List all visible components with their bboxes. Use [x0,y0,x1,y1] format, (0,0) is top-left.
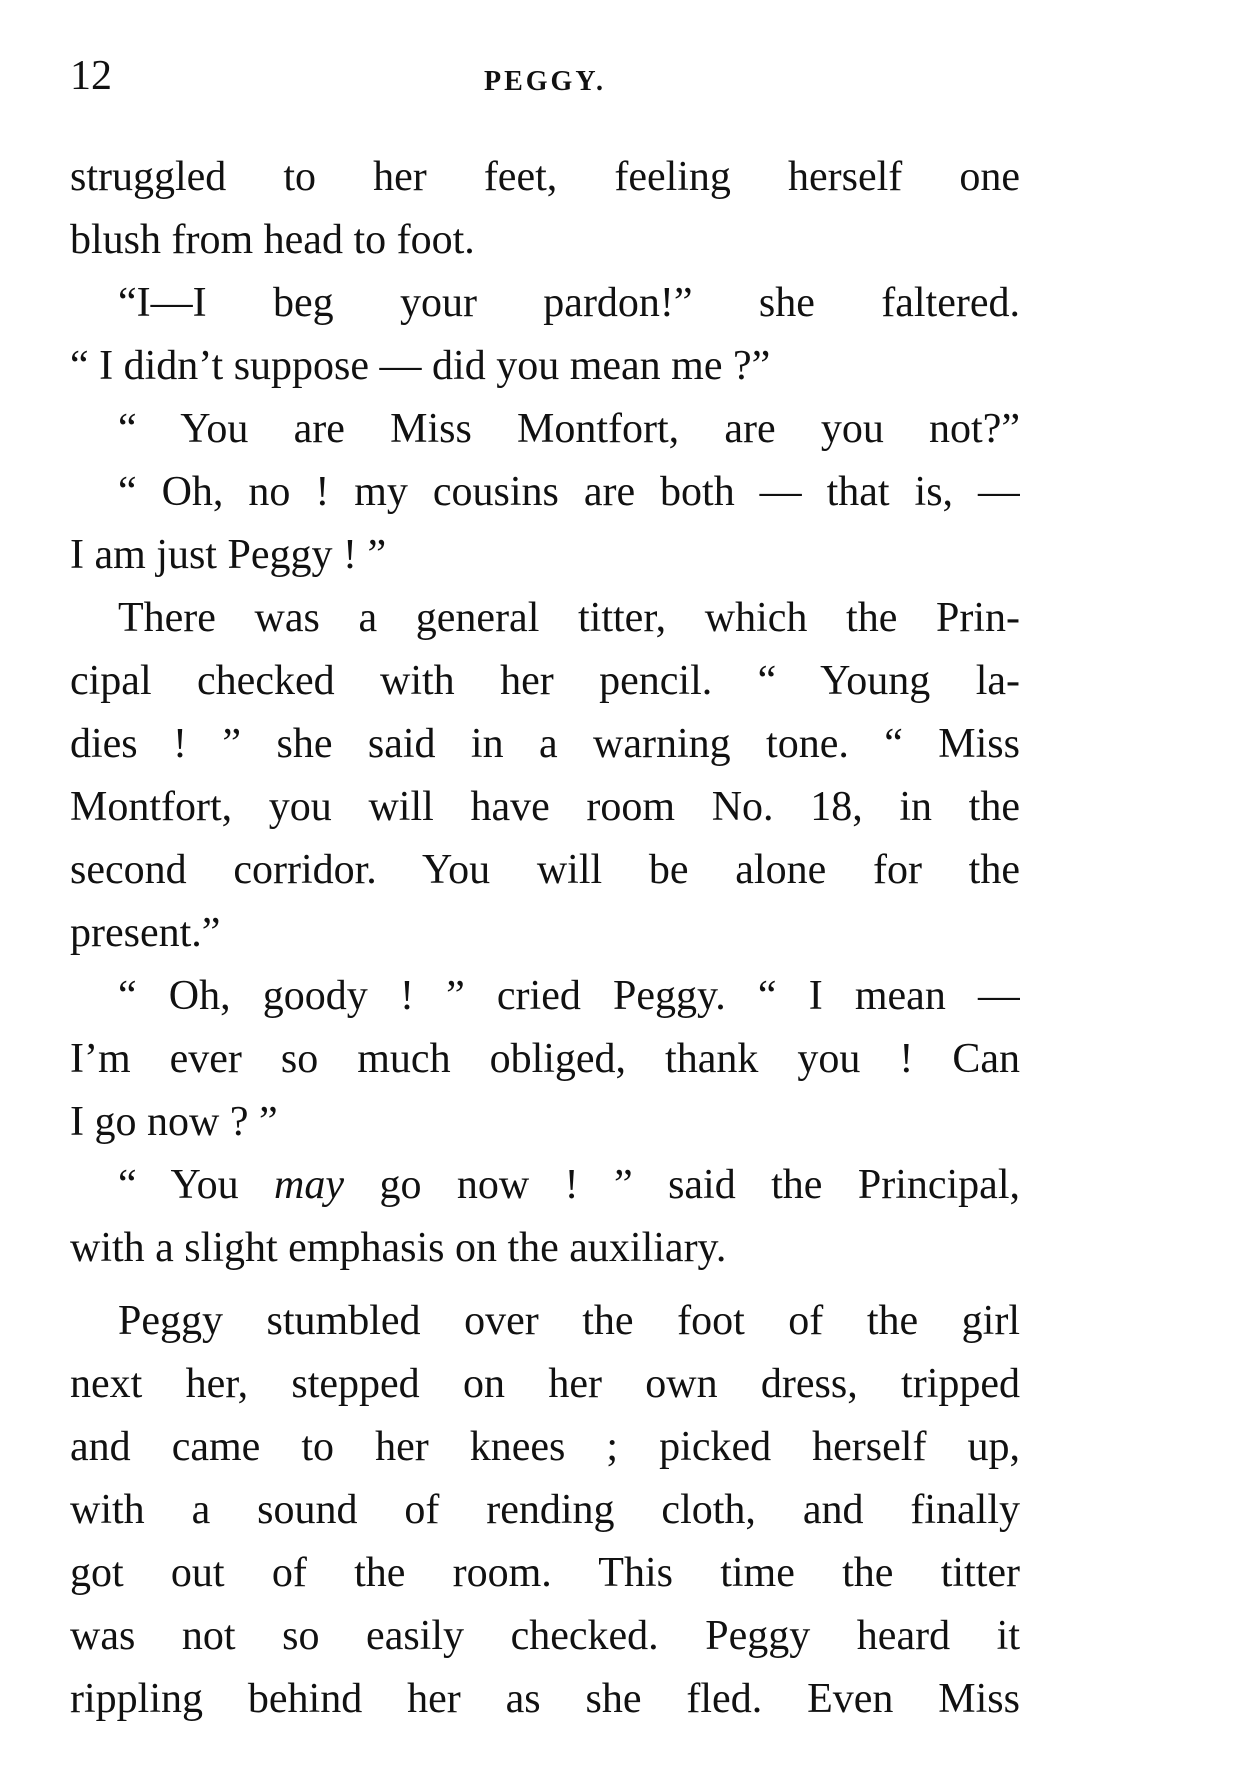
text-line: “ I didn’t suppose — did you mean me ?” [70,343,771,389]
text-line: “ Oh, no ! my cousins are both — that is, — [118,469,1020,515]
text-line: dies ! ” she said in a warning tone. “ Miss [70,721,1020,767]
text-line: Montfort, you will have room No. 18, in the [70,784,1020,830]
text-line: I’m ever so much obliged, thank you ! Can [70,1036,1020,1082]
text-line: second corridor. You will be alone for the [70,847,1020,893]
page-header [70,46,1020,106]
text-run: go now ! ” said the Principal, [344,1162,1020,1208]
page-number: 12 [70,53,112,99]
text-line: Peggy stumbled over the foot of the girl [118,1298,1020,1344]
text-line: with a sound of rending cloth, and finally [70,1487,1020,1533]
text-line: was not so easily checked. Peggy heard it [70,1613,1020,1659]
text-line: “I—I beg your pardon!” she faltered. [118,280,1020,326]
text-line: There was a general titter, which the Prin- [118,595,1020,641]
text-run: “ You [118,1162,275,1208]
text-line: I am just Peggy ! ” [70,532,387,578]
body-text [70,146,1020,1731]
text-line: cipal checked with her pencil. “ Young la- [70,658,1020,704]
paragraph-gap [70,1280,1020,1290]
text-line: got out of the room. This time the titter [70,1550,1020,1596]
italic-word: may [274,1162,345,1208]
text-line: blush from head to foot. [70,217,475,263]
text-line: next her, stepped on her own dress, tripped [70,1361,1020,1407]
text-line: present.” [70,910,221,956]
text-line: “ Oh, goody ! ” cried Peggy. “ I mean — [118,973,1020,1019]
text-line: “ You are Miss Montfort, are you not?” [118,406,1020,452]
text-line: I go now ? ” [70,1099,278,1145]
text-line: rippling behind her as she fled. Even Miss [70,1676,1020,1722]
text-line-with-italic [70,1154,1020,1217]
text-line: struggled to her feet, feeling herself one [70,154,1020,200]
text-line: with a slight emphasis on the auxiliary. [70,1225,727,1271]
running-title: PEGGY. [484,66,606,97]
text-line: and came to her knees ; picked herself up, [70,1424,1020,1470]
